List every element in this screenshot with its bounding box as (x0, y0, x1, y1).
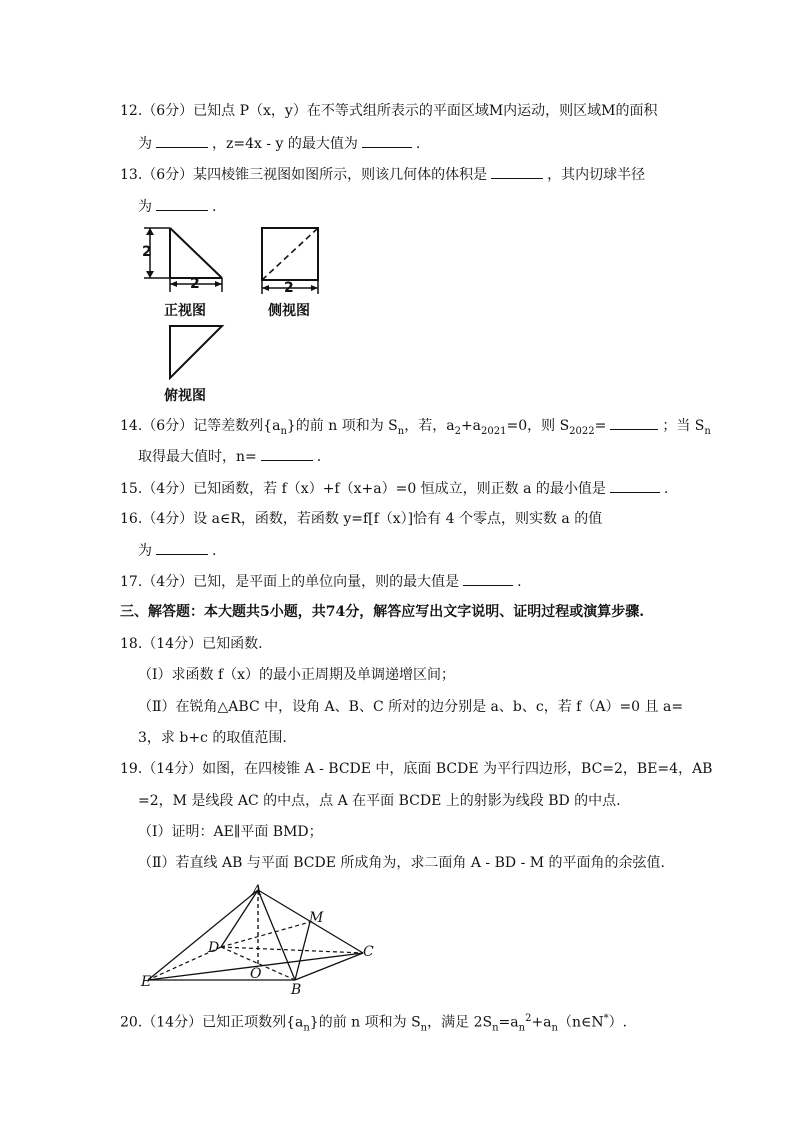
q19-line2: =2，M 是线段 AC 的中点，点 A 在平面 BCDE 上的射影为线段 BD 的中点. (138, 793, 621, 809)
q19-line1: 19.（14分）如图，在四棱锥 A - BCDE 中，底面 BCDE 为平行四边形，BC=2，BE=4，AB (120, 761, 713, 777)
vertex-e-label: E (141, 974, 152, 990)
q19-part2: （Ⅱ）若直线 AB 与平面 BCDE 所成角为，求二面角 A - BD - M 的平面角的余弦值. (138, 855, 665, 871)
q18-part2-line2: 3，求 b+c 的取值范围. (138, 730, 287, 746)
vertex-d-label: D (208, 940, 220, 956)
q15-line: 15.（4分）已知函数，若 f（x）+f（x+a）=0 恒成立，则正数 a 的最小值是 . (120, 478, 668, 498)
q18-line1: 18.（14分）已知函数. (120, 636, 263, 652)
q12-line2: 为 ，z=4x - y 的最大值为 . (138, 133, 420, 153)
q19-part1: （Ⅰ）证明：AE∥平面 BMD； (138, 824, 323, 840)
q16-line2: 为 . (138, 540, 216, 560)
top-view (170, 326, 222, 378)
side-view-label: 侧视图 (268, 303, 310, 319)
front-view-label: 正视图 (164, 303, 206, 319)
top-view-label: 俯视图 (164, 388, 206, 404)
q13-line1: 13.（6分）某四棱锥三视图如图所示，则该几何体的体积是 ，其内切球半径 (120, 164, 645, 184)
q20-line: 20.（14分）已知正项数列$\{a_n\}$的前 n 项和为 $S_n$，满足 $2S_n=a_n^2+a_n(n\in N^*)$. (120, 1013, 628, 1034)
front-view (144, 228, 222, 292)
vertex-b-label: B (291, 982, 302, 998)
pyramid-figure (138, 880, 388, 995)
vertex-a-label: A (252, 883, 263, 899)
vertex-c-label: C (363, 944, 374, 960)
dim-side-horizontal: 2 (284, 280, 294, 296)
q17-line: 17.（4分）已知，是平面上的单位向量，则的最大值是 . (120, 571, 522, 591)
vertex-o-label: O (250, 966, 262, 982)
q14-line1: 14.（6分）记等差数列$\{a_n\}$的前 n 项和为 $S_n$，若，$a_2+a_{2021}=0$，则 $S_{2022}=$ ；当 $S_n$ (120, 415, 711, 435)
section-3-heading: 三、解答题：本大题共5小题，共74分，解答应写出文字说明、证明过程或演算步骤. (120, 604, 645, 620)
q18-part2-line1: （Ⅱ）在锐角△ABC 中，设角 A、B、C 所对的边分别是 a、b、c，若 f（A）=0 且 a= (138, 699, 684, 715)
q14-line2: 取得最大值时，n= . (138, 446, 321, 466)
vertex-m-label: M (309, 910, 324, 926)
q18-part1: （Ⅰ）求函数 f（x）的最小正周期及单调递增区间； (138, 667, 456, 683)
q16-line1: 16.（4分）设 a∈R，函数，若函数 y=f[f（x）]恰有 4 个零点，则实数 a 的值 (120, 511, 603, 527)
dim-front-vertical: 2 (142, 244, 152, 260)
q12-line1: 12.（6分）已知点 P（x，y）在不等式组所表示的平面区域M内运动，则区域M的面积 (120, 103, 658, 119)
q13-line2: 为 . (138, 196, 216, 216)
dim-front-horizontal: 2 (190, 276, 200, 292)
